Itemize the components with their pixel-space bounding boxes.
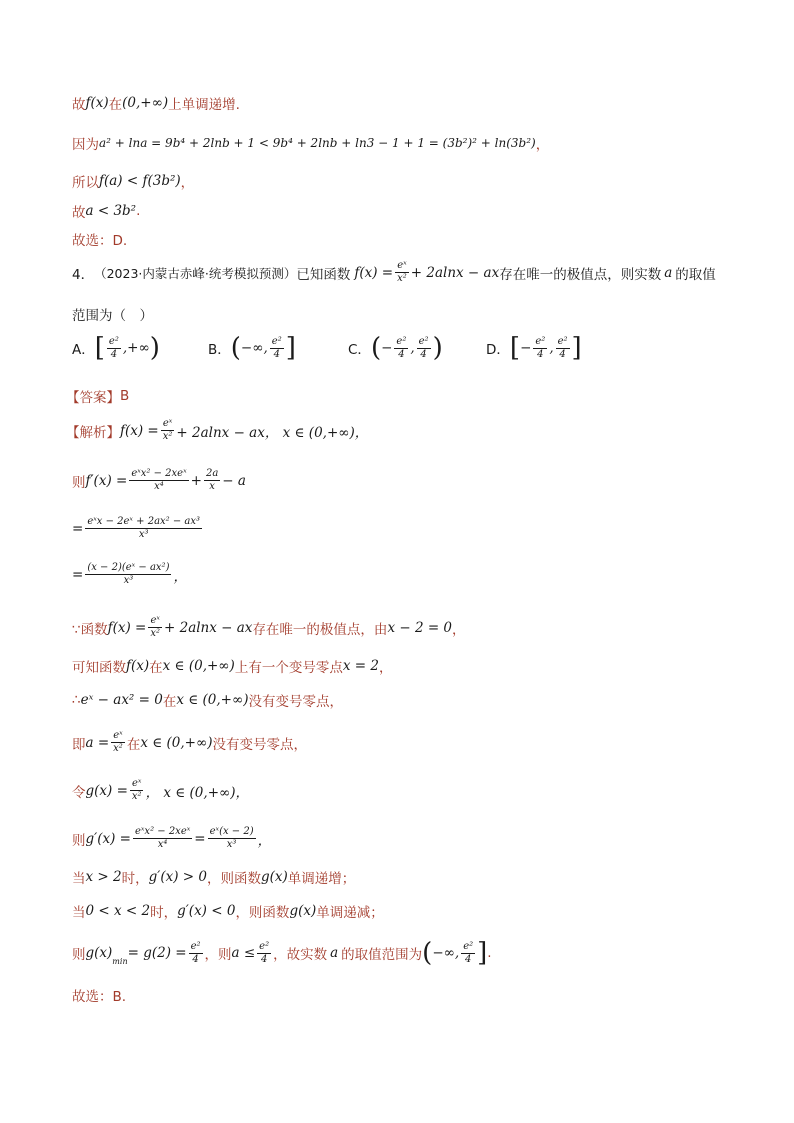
text: 则 [72,832,86,849]
text: 因为 [72,137,99,153]
denominator: x⁴ [157,839,168,850]
math: + 2alnx − ax [410,264,500,281]
math: = [72,566,84,583]
numerator: eˣ [150,615,160,626]
fraction [85,516,202,541]
text: 在 [126,736,141,753]
math: x ∈ (0,+∞) [176,692,249,708]
text: . [136,203,141,219]
denominator: x [209,481,215,492]
math: x ∈ (0,+∞) [140,734,213,751]
subscript: min [112,957,128,966]
numerator: eˣ [162,418,173,429]
derivation-7 [72,730,307,755]
math: f(x) [126,658,150,674]
fraction [208,826,256,851]
math: x > 2 [85,869,122,885]
math: g(x) = [85,782,128,799]
math: x ∈ (0,+∞) [162,658,235,674]
math: ， [173,568,187,585]
bracket: ] [285,333,296,363]
denominator: x² [397,273,407,284]
text: 没有变号零点， [212,736,307,753]
text: ∵函数 [72,621,108,638]
fraction [129,468,188,493]
denominator: 4 [273,348,280,360]
text: ∴ [72,692,81,708]
derivation-8 [72,778,249,803]
math: g′(x) < 0 [177,903,236,919]
text: 当 [72,905,86,921]
final-answer [72,985,126,1005]
fraction [395,260,409,285]
math: = [72,520,84,537]
numerator: eˣ(x − 2) [209,826,254,837]
text: 则 [72,474,86,491]
denominator: x² [131,791,142,802]
line-1 [72,93,240,113]
option-b [208,335,296,361]
math: a = [85,734,110,751]
fraction [148,615,162,640]
math: x = 2 [342,658,379,674]
math: −∞, [240,340,268,356]
derivation-3 [72,562,187,587]
math: ， [257,832,272,849]
math: g′(x) = [85,830,131,847]
bracket: ] [571,333,582,363]
math: f(x) [85,95,109,111]
math: a² + lna = 9b⁴ + 2lnb + 1 < 9b⁴ + 2lnb + ln3 − 1 + 1 = (3b²)² + ln(3b²) [99,136,536,150]
math: g(x) [260,869,288,885]
denominator: x⁴ [154,481,164,492]
math: f(x) = [354,264,394,281]
fraction [85,562,171,587]
denominator: 4 [110,348,118,360]
bracket: ( [230,333,241,363]
math: g(x) [85,945,113,961]
denominator: x³ [226,839,237,850]
math: , [410,340,415,356]
math: f(x) = [107,619,147,636]
numerator: e² [271,335,282,347]
denominator: 4 [464,953,472,965]
analysis-tag: 【解析】 [66,424,120,441]
fraction [107,336,121,361]
math: (0,+∞) [122,95,169,111]
math: − [520,340,532,356]
numerator: e² [463,940,474,952]
text: . [487,945,492,961]
math: − [381,340,393,356]
math: −∞, [432,945,460,961]
fraction [133,826,192,851]
bracket-open: ( [422,938,433,968]
text: 没有变号零点， [248,694,343,710]
numerator: e² [557,335,568,347]
text: ，则 [204,947,232,963]
denominator: x³ [123,575,134,586]
line-5 [72,229,127,249]
answer-tag: 【答案】 [66,390,120,406]
question-source: （2023·内蒙古赤峰·统考模拟预测） [94,265,297,281]
bracket-close: ] [477,938,488,968]
fraction [257,941,271,966]
text: ， [535,137,550,153]
fraction [270,336,284,361]
bracket: [ [509,333,521,363]
denominator: x² [162,431,173,442]
text: 故 [72,97,86,113]
derivation-1 [72,468,246,493]
text: 的取值 [675,266,716,283]
numerator: eˣx² − 2xeˣ [134,826,191,837]
text: 已知函数 [296,266,351,283]
numerator: eˣ [397,260,407,271]
option-label: A． [72,342,95,358]
fraction [533,336,547,361]
text: 故选：B. [72,989,127,1005]
text: 在 [108,97,123,113]
math: a [330,945,339,961]
math: , [549,340,554,356]
text: 即 [72,736,86,753]
option-a [72,335,160,361]
text: 故选：D. [72,233,128,249]
text: 故 [72,205,86,221]
derivation-12 [72,940,492,966]
fraction [204,468,220,493]
math: eˣ − ax² = 0 [80,692,163,708]
text: 存在唯一的极值点，由 [252,621,388,638]
fraction [394,336,408,361]
answer-line [66,386,129,406]
text: 可知函数 [72,660,126,676]
numerator: eˣx − 2eˣ + 2ax² − ax³ [87,516,201,527]
question-4-stem [72,260,716,285]
numerator: e² [190,940,201,952]
math: ， x ∈ (0,+∞)， [145,784,250,801]
math: = g(2) = [127,945,187,961]
numerator: eˣ [113,730,123,741]
fraction [417,336,431,361]
denominator: 4 [537,348,544,360]
answer-value: B [120,388,130,404]
math: a [664,264,673,281]
numerator: e² [396,335,407,347]
fraction [189,941,203,966]
text: 的取值范围为 [341,947,423,963]
derivation-11 [72,901,384,921]
bracket: ) [432,333,443,363]
denominator: x³ [138,529,149,540]
text: 范围为（ ） [72,308,153,324]
denominator: 4 [559,348,566,360]
numerator: (x − 2)(eˣ − ax²) [87,562,170,573]
fraction [111,730,125,755]
numerator: e² [259,940,270,952]
math: g(x) [289,903,317,919]
text: 当 [72,871,86,887]
math: g′(x) > 0 [148,869,207,885]
math: + [190,472,202,489]
denominator: x² [113,743,123,754]
text: 令 [72,784,86,801]
numerator: 2a [205,468,219,479]
fraction [161,418,175,443]
math: ,+∞ [122,340,150,356]
text: ， [378,660,393,676]
numerator: e² [418,335,429,347]
text: 存在唯一的极值点，则实数 [499,266,662,283]
line-2 [72,133,549,153]
math: + 2alnx − ax， x ∈ (0,+∞)， [176,424,369,441]
question-4-stem-2 [72,304,153,324]
text: 上有一个变号零点 [234,660,343,676]
analysis-line [66,418,368,443]
denominator: 4 [260,953,268,965]
fraction [130,778,144,803]
math: a < 3b² [85,203,137,219]
text: 在 [162,694,177,710]
line-3 [72,171,194,191]
text: 上单调递增. [168,97,240,113]
text: 则 [72,947,86,963]
math: + 2alnx − ax [164,619,253,636]
math: f′(x) = [85,472,128,489]
math: = [194,830,206,847]
denominator: x² [150,628,160,639]
option-c [348,335,443,361]
text: 单调递减； [316,905,384,921]
option-label: B． [208,342,231,358]
text: ， [180,175,195,191]
option-label: D． [486,342,510,358]
text: ，则函数 [206,871,261,887]
derivation-10 [72,867,355,887]
math: − a [222,472,246,489]
question-number: 4． [72,266,95,283]
numerator: eˣx² − 2xeˣ [131,468,187,479]
text: 所以 [72,175,99,191]
bracket: [ [94,333,105,363]
derivation-4 [72,615,466,640]
derivation-9 [72,826,271,851]
denominator: 4 [192,953,199,965]
line-4 [72,201,140,221]
option-label: C． [348,342,371,358]
text: ， [452,621,466,638]
numerator: eˣ [132,778,142,789]
math: 0 < x < 2 [85,903,151,919]
fraction [556,336,570,361]
math: f(x) = [120,422,159,439]
numerator: e² [535,335,546,347]
math: x − 2 = 0 [387,619,453,636]
option-d [486,335,582,361]
derivation-5 [72,656,392,676]
bracket: ) [149,333,160,363]
text: ，故实数 [273,947,328,963]
denominator: 4 [398,348,405,360]
bracket: ( [370,333,382,363]
fraction [461,941,475,966]
text: 在 [149,660,163,676]
text: 时， [150,905,178,921]
math: a ≤ [231,945,256,961]
math: f(a) < f(3b²) [99,173,181,189]
numerator: e² [108,335,119,347]
derivation-2 [72,516,204,541]
text: ，则函数 [235,905,290,921]
derivation-6 [72,690,343,710]
text: 时， [121,871,149,887]
text: 单调递增； [287,871,356,887]
denominator: 4 [420,348,427,360]
